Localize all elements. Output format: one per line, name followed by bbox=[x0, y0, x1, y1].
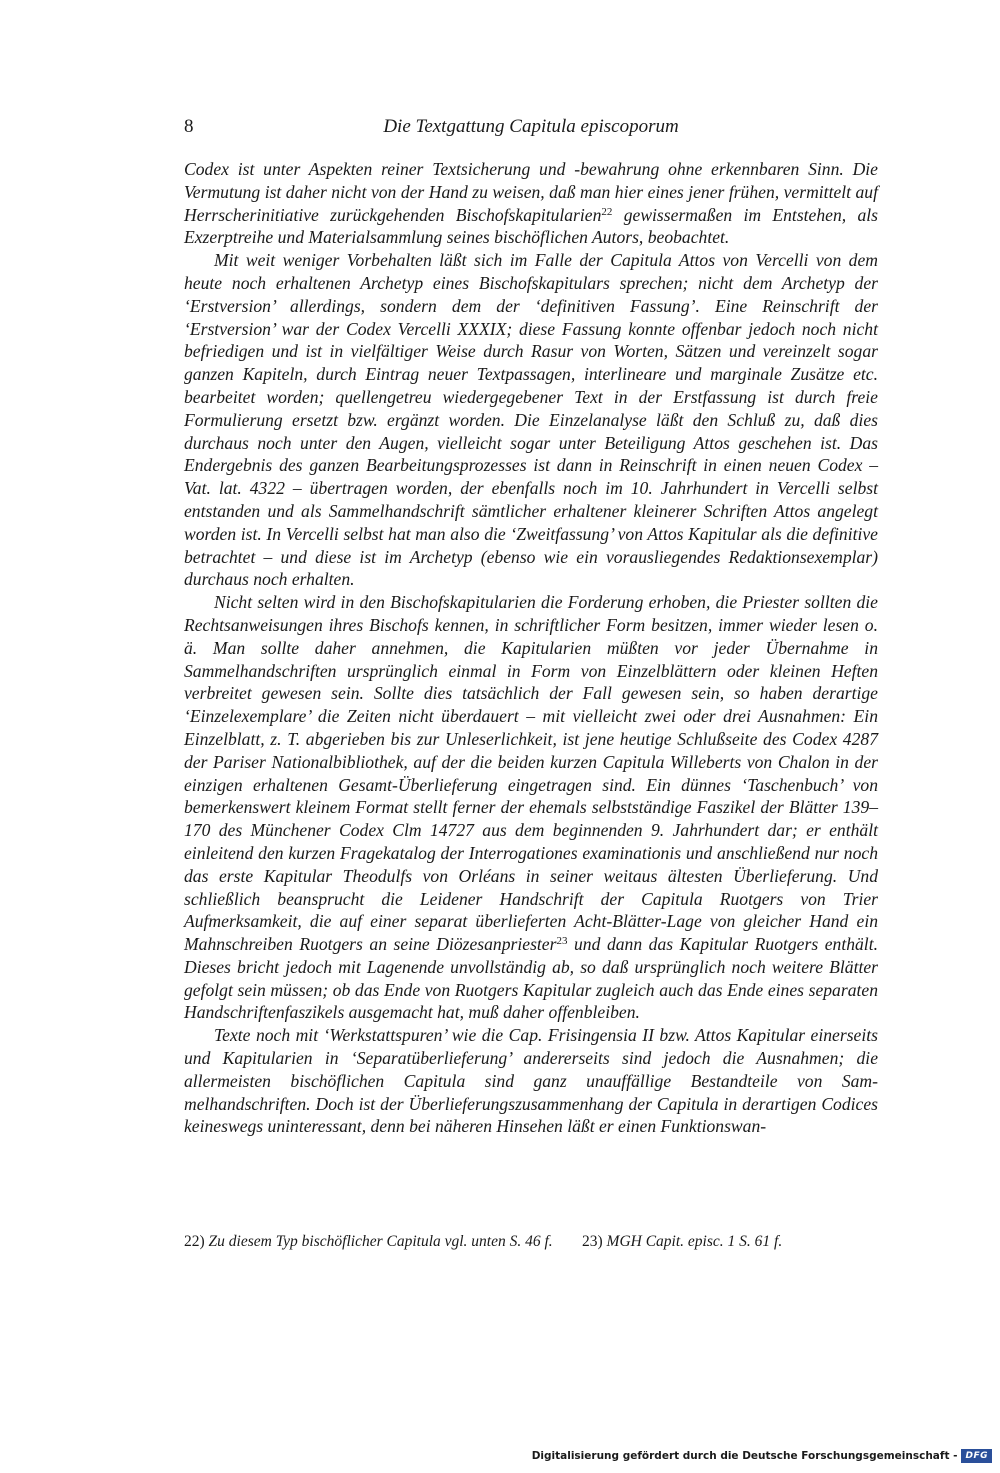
footnote-text: Zu diesem Typ bischöflicher Capitula vgl. unten S. 46 f. bbox=[208, 1233, 553, 1250]
footnote-ref-23: 23 bbox=[556, 935, 568, 948]
body-text bbox=[184, 158, 878, 1138]
footnote-text: MGH Capit. episc. 1 S. 61 f. bbox=[606, 1233, 783, 1250]
credit-text: Digitalisierung gefördert durch die Deutsche Forschungsgemeinschaft - bbox=[531, 1450, 958, 1462]
footnote-ref-22: 22 bbox=[601, 205, 613, 218]
digitization-credit bbox=[532, 1447, 992, 1465]
running-title: Die Textgattung Capitula episcoporum bbox=[383, 116, 679, 137]
footnote-22 bbox=[184, 1232, 553, 1252]
paragraph: Codex ist unter Aspekten reiner Textsicherung und -bewahrung ohne erkennbaren Sinn. Die Vermutung ist daher nicht von der Hand zu weisen, daß man hier eines jener frühen, vermittelt auf Herrscherinitiative zurückgehenden Bischofskapitularien$^{22}$ gewissermaßen im Entstehen, als Exzerptreihe und Materialsammlung seines bischöflichen Autors, beobachtet. bbox=[184, 159, 879, 248]
paragraph: Nicht selten wird in den Bischofskapitularien die Forderung erhoben, die Priester sollten die Rechtsanweisungen ihres Bischofs kennen, in schriftlicher Form besitzen, immer wieder lesen o. ä. Man sollte daher annehmen, die Kapitularien müßten vor jeder Übernahme in Sammelhandschriften ursprünglich einmal in Form von Einzelblättern oder kleinen Heften verbreitet gewesen sein. Sollte dies tatsächlich der Fall gewesen sein, so haben derartige ‘Einzelexemplare’ die Zeiten nicht überdauert – mit vielleicht zwei oder drei Ausnahmen: Ein Einzelblatt, z. T. abgerieben bis zur Unleserlichkeit, ist jene heutige Schlußseite des Codex 4287 der Pariser Nationalbibliothek, auf der die beiden kurzen Capitula Willeberts von Chalon in der einzigen erhaltenen Gesamt-Überlieferung eingetragen sind. Ein dünnes ‘Taschenbuch’ von bemerkenswert kleinem Format stellt ferner der ehemals selbstständige Faszikel der Blätter 139–170 des Münchener Codex Clm 14727 aus dem beginnenden 9. Jahrhundert dar; er enthält einleitend den kurzen Fragekatalog der Interrogationes examinationis und anschließend nur noch das erste Kapitular Theodulfs von Orléans in seiner weitaus ältesten Überlieferung. Und schließlich beansprucht die Leidener Handschrift der Capitula Ruotgers von Trier Aufmerksamkeit, die auf einer separat überlieferten Acht-Blätter-Lage von gleicher Hand ein Mahnschreiben Ruotgers an seine Diözesanpriester$^{23}$ und dann das Kapitular Ruotgers enthält. Dieses bricht jedoch mit Lagenende unvollständig ab, so daß ursprünglich noch weitere Blätter gefolgt sein müssen; ob das Ende von Ruotgers Kapitular zugleich auch das Ende eines separaten Handschriftenfaszikels ausgemacht hat, muß daher offenbleiben. bbox=[184, 592, 878, 1023]
page-header bbox=[184, 116, 878, 142]
dfg-logo: DFG bbox=[961, 1449, 992, 1463]
page-number: 8 bbox=[184, 116, 194, 137]
footnote-23 bbox=[582, 1232, 782, 1252]
footnote-number: 22) bbox=[184, 1233, 205, 1250]
paragraph: Mit weit weniger Vorbehalten läßt sich im Falle der Capitula Attos von Vercelli von dem heute noch erhaltenen Archetyp eines Bischofskapitulars sprechen; nicht dem Archetyp der ‘Erstversion’ allerdings, sondern dem der ‘definitiven Fassung’. Eine Reinschrift der ‘Erstversion’ war der Codex Vercelli XXXIX; diese Fassung konnte offenbar jedoch noch nicht befriedigen und ist in vielfältiger Weise durch Rasur von Worten, Sätzen und vereinzelt sogar ganzen Kapiteln, durch Eintrag neuer Textpassagen, interlineare und marginale Zusätze etc. bearbeitet worden; quellengetreu wiedergegebener Text in der Erstfassung ist durch freie Formulierung ersetzt bzw. ergänzt worden. Die Einzelanalyse läßt den Schluß zu, daß dies durchaus noch unter den Augen, vielleicht sogar unter Beteiligung Attos geschehen ist. Das Endergebnis des ganzen Bearbeitungsprozesses ist dann in Reinschrift in einen neuen Codex – Vat. lat. 4322 – übertragen worden, der ebenfalls noch im 10. Jahrhundert in Vercelli selbst entstanden und als Sammelhandschrift sämtlicher erhaltener kleinerer Schriften Attos angelegt worden ist. In Vercelli selbst hat man also die ‘Zweitfassung’ von Attos Kapitular als die definitive betrachtet – und diese ist im Archetyp (ebenso wie ein vorausliegendes Redaktionsexemplar) durchaus noch erhalten. bbox=[184, 250, 878, 590]
paragraph: Texte noch mit ‘Werkstattspuren’ wie die Cap. Frisingensia II bzw. Attos Kapitular einerseits und Kapitularien in ‘Separatüberlieferung’ andererseits sind jedoch die Ausnahmen; die allermeisten bischöflichen Capitula sind ganz unauffällige Bestandteile von Sammelhandschriften. Doch ist der Überlieferungszusammenhang der Capitula in derartigen Codices keineswegs uninteressant, denn bei näheren Hinsehen läßt er einen Funktionswan- bbox=[184, 1025, 878, 1137]
footnote-number: 23) bbox=[582, 1233, 603, 1250]
